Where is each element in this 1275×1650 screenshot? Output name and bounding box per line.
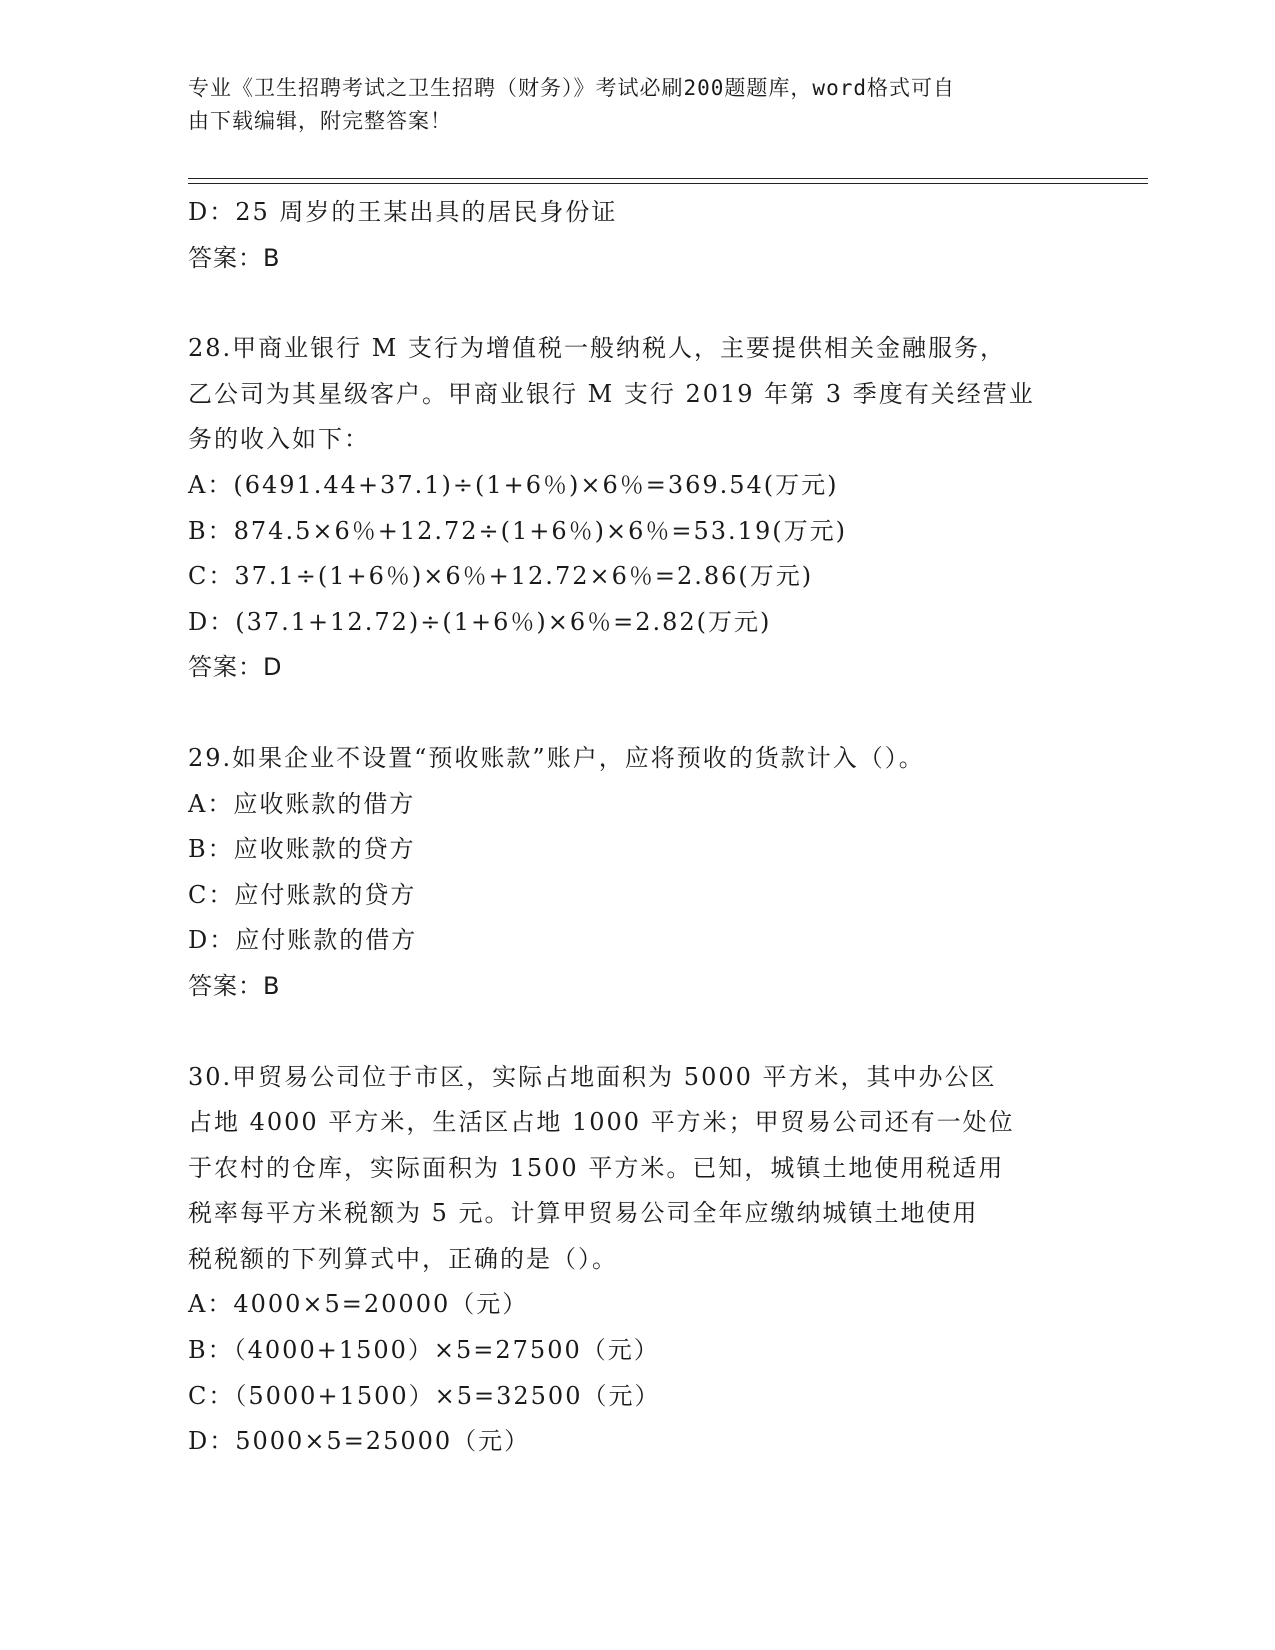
q30-option-d: D：5000×5=25000（元） [188, 1427, 531, 1456]
q30-option-a: A：4000×5=20000（元） [188, 1290, 529, 1319]
q28-stem-line: 务的收入如下： [188, 425, 370, 454]
q28-stem-line: 28.甲商业银行 M 支行为增值税一般纳税人，主要提供相关金融服务， [188, 334, 1006, 363]
question-27-tail [188, 190, 1088, 281]
question-28 [188, 326, 1088, 691]
q28-option-d: D：(37.1+12.72)÷(1+6％)×6％=2.82(万元) [188, 607, 772, 636]
question-29 [188, 736, 1088, 1010]
q28-option-c: C：37.1÷(1+6％)×6％+12.72×6％=2.86(万元) [188, 562, 814, 591]
q28-option-b: B：874.5×6％+12.72÷(1+6％)×6％=53.19(万元) [188, 516, 847, 545]
q30-stem-line: 税税额的下列算式中，正确的是（）。 [188, 1244, 618, 1273]
q30-stem-line: 于农村的仓库，实际面积为 1500 平方米。已知，城镇土地使用税适用 [188, 1153, 1005, 1182]
question-content [188, 190, 1088, 1465]
document-header [188, 72, 1088, 138]
q29-option-c: C：应付账款的贷方 [188, 880, 417, 909]
q30-stem-line: 占地 4000 平方米，生活区占地 1000 平方米；甲贸易公司还有一处位 [188, 1108, 1015, 1137]
q30-option-c: C：（5000+1500）×5=32500（元） [188, 1381, 661, 1410]
q29-option-d: D：应付账款的借方 [188, 926, 418, 955]
question-30 [188, 1055, 1088, 1465]
q29-stem-line: 29.如果企业不设置“预收账款”账户，应将预收的货款计入（）。 [188, 743, 925, 772]
q30-option-b: B：（4000+1500）×5=27500（元） [188, 1336, 660, 1365]
q29-option-b: B：应收账款的贷方 [188, 835, 416, 864]
q28-stem-line: 乙公司为其星级客户。甲商业银行 M 支行 2019 年第 3 季度有关经营业 [188, 379, 1035, 408]
q27-answer: 答案：B [188, 243, 281, 272]
q27-option-d: D：25 周岁的王某出具的居民身份证 [188, 198, 618, 226]
header-line-2: 由下载编辑，附完整答案！ [188, 109, 452, 133]
q30-stem-line: 税率每平方米税额为 5 元。计算甲贸易公司全年应缴纳城镇土地使用 [188, 1199, 979, 1228]
q29-answer: 答案：B [188, 971, 281, 1000]
header-line-1: 专业《卫生招聘考试之卫生招聘（财务）》考试必刷200题题库，word格式可自 [188, 76, 955, 100]
q28-option-a: A：(6491.44+37.1)÷(1+6％)×6％=369.54(万元) [188, 470, 839, 499]
q29-option-a: A：应收账款的借方 [188, 789, 416, 818]
header-divider-top [188, 178, 1148, 179]
header-divider-bottom [188, 183, 1148, 184]
q28-answer: 答案：D [188, 653, 283, 682]
q30-stem-line: 30.甲贸易公司位于市区，实际占地面积为 5000 平方米，其中办公区 [188, 1062, 997, 1091]
